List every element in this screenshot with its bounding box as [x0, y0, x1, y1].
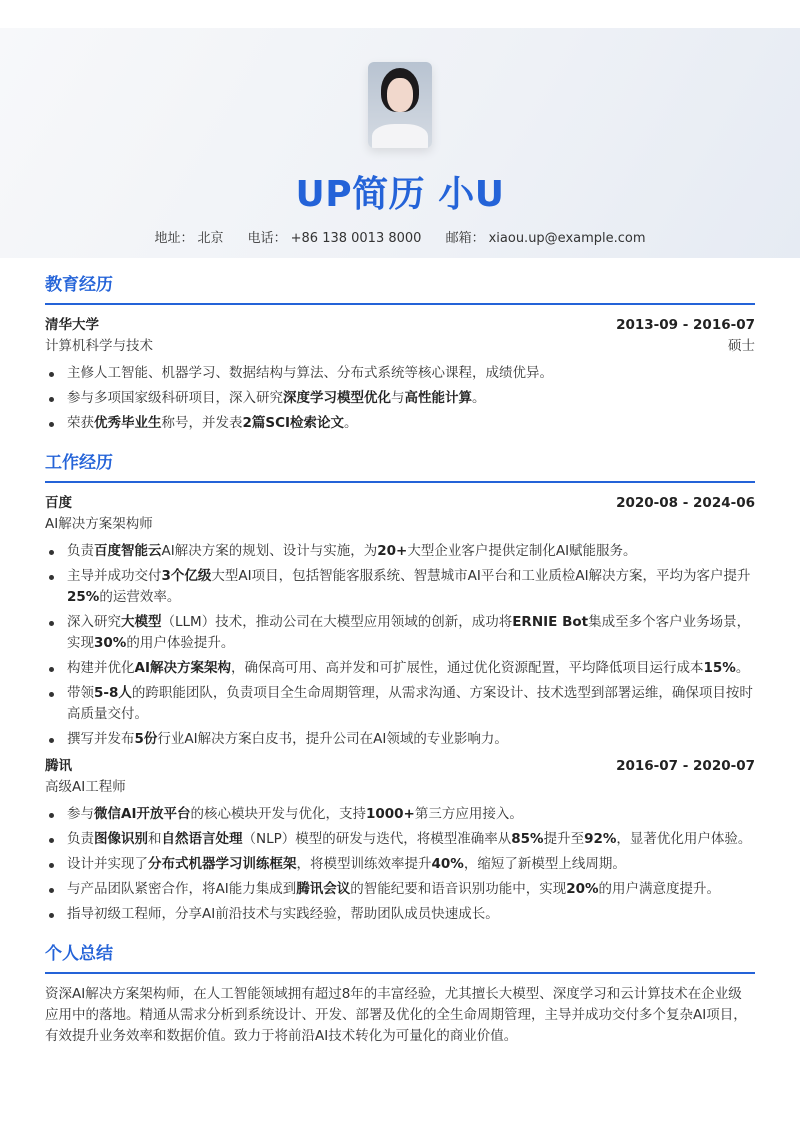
text: 撰写并发布 — [67, 731, 135, 747]
entry — [45, 493, 755, 750]
text: 参与多项国家级科研项目，深入研究 — [67, 390, 283, 406]
bullet-list — [45, 363, 755, 434]
entry — [45, 756, 755, 925]
email: 邮箱： xiaou.up@example.com — [445, 231, 646, 246]
text: 的智能纪要和语音识别功能中，实现 — [350, 881, 567, 897]
text: 提升至 — [543, 831, 585, 847]
text: （NLP）模型的研发与迭代，将模型准确率从 — [242, 831, 512, 847]
highlight-text: 大模型 — [121, 614, 162, 630]
bullet-item — [45, 829, 755, 850]
text: ，缩短了新模型上线周期。 — [463, 856, 626, 872]
text: 的用户满意度提升。 — [598, 881, 721, 897]
entry-header — [45, 493, 755, 513]
date-range: 2013-09 - 2016-07 — [616, 317, 755, 333]
highlight-text: 40% — [431, 856, 464, 872]
text: 大型企业客户提供定制化AI赋能服务。 — [407, 543, 637, 559]
text: 主修人工智能、机器学习、数据结构与算法、分布式系统等核心课程，成绩优异。 — [67, 365, 553, 381]
highlight-text: 20% — [566, 881, 599, 897]
text: 第三方应用接入。 — [414, 806, 523, 822]
highlight-text: 百度智能云 — [94, 543, 162, 559]
text: 的用户体验提升。 — [126, 635, 235, 651]
summary-text: 资深AI解决方案架构师，在人工智能领域拥有超过8年的丰富经验，尤其擅长大模型、深度学习和云计算技术在企业级应用中的落地。精通从需求分析到系统设计、开发、部署及优化的全生命周期管理，主导并成功交付多个复杂AI项目，有效提升业务效率和数据价值。致力于将前沿AI技术转化为可量化的商业价值。 — [45, 986, 747, 1044]
text: 参与 — [67, 806, 94, 822]
text: 的核心模块开发与优化，支持 — [190, 806, 366, 822]
text: 和 — [148, 831, 162, 847]
section-title: 个人总结 — [45, 939, 755, 974]
highlight-text: 1000+ — [365, 806, 415, 822]
text: 设计并实现了 — [67, 856, 148, 872]
text: 的跨职能团队，负责项目全生命周期管理，从需求沟通、方案设计、技术选型到部署运维，确保项目按时高质量交付。 — [67, 685, 753, 722]
text: 。 — [344, 415, 358, 431]
section-title: 教育经历 — [45, 270, 755, 305]
date-range: 2020-08 - 2024-06 — [616, 495, 755, 511]
highlight-text: 92% — [584, 831, 617, 847]
highlight-text: 3个亿级 — [161, 568, 212, 584]
bullet-item — [45, 804, 755, 825]
candidate-name: UP简历 小U — [295, 174, 505, 215]
section-title: 工作经历 — [45, 448, 755, 483]
text: 主导并成功交付 — [67, 568, 162, 584]
bullet-item — [45, 854, 755, 875]
work-section — [45, 448, 755, 925]
highlight-text: 高性能计算 — [404, 390, 472, 406]
highlight-text: 微信AI开放平台 — [94, 806, 191, 822]
text: 指导初级工程师，分享AI前沿技术与实践经验，帮助团队成员快速成长。 — [67, 906, 499, 922]
text: 负责 — [67, 831, 94, 847]
role: AI解决方案架构师 — [45, 516, 153, 532]
highlight-text: 5-8人 — [94, 685, 132, 701]
text: 负责 — [67, 543, 94, 559]
text: 荣获 — [67, 415, 94, 431]
highlight-text: 20+ — [377, 543, 408, 559]
entry-subheader — [45, 513, 755, 535]
highlight-text: 30% — [94, 635, 127, 651]
bullet-item — [45, 683, 755, 725]
highlight-text: AI解决方案架构 — [134, 660, 231, 676]
profile-photo — [368, 62, 432, 148]
role: 计算机科学与技术 — [45, 338, 153, 354]
highlight-text: 深度学习模型优化 — [283, 390, 391, 406]
bullet-item — [45, 413, 755, 434]
bullet-item — [45, 729, 755, 750]
text: 集成至多个客户业务场景，实现 — [67, 614, 751, 651]
text: AI解决方案的规划、设计与实施，为 — [161, 543, 378, 559]
text: 与产品团队紧密合作，将AI能力集成到 — [67, 881, 297, 897]
text: 深入研究 — [67, 614, 121, 630]
highlight-text: 图像识别 — [94, 831, 148, 847]
bullet-item — [45, 388, 755, 409]
bullet-item — [45, 658, 755, 679]
bullet-list — [45, 541, 755, 750]
degree: 硕士 — [728, 338, 755, 354]
highlight-text: 分布式机器学习训练框架 — [148, 856, 297, 872]
highlight-text: 自然语言处理 — [161, 831, 243, 847]
text: ，将模型训练效率提升 — [296, 856, 432, 872]
text: 带领 — [67, 685, 94, 701]
entry — [45, 315, 755, 434]
bullet-item — [45, 612, 755, 654]
text: ，确保高可用、高并发和可扩展性，通过优化资源配置，平均降低项目运行成本 — [230, 660, 704, 676]
contact-info — [0, 227, 800, 246]
highlight-text: ERNIE Bot — [512, 614, 589, 630]
highlight-text: 15% — [703, 660, 736, 676]
entry-header — [45, 756, 755, 776]
highlight-text: 腾讯会议 — [296, 881, 351, 897]
bullet-item — [45, 363, 755, 384]
summary-section — [45, 939, 755, 1047]
text: 的运营效率。 — [99, 589, 181, 605]
highlight-text: 2篇SCI检索论文 — [242, 415, 345, 431]
text: 大型AI项目，包括智能客服系统、智慧城市AI平台和工业质检AI解决方案，平均为客户提升 — [211, 568, 751, 584]
text: 构建并优化 — [67, 660, 135, 676]
address: 地址： 北京 — [154, 231, 224, 246]
bullet-item — [45, 879, 755, 900]
entry-subheader — [45, 335, 755, 357]
entry-subheader — [45, 776, 755, 798]
date-range: 2016-07 - 2020-07 — [616, 758, 755, 774]
organization: 腾讯 — [45, 758, 72, 774]
text: ，显著优化用户体验。 — [616, 831, 752, 847]
bullet-item — [45, 566, 755, 608]
text: （LLM）技术，推动公司在大模型应用领域的创新，成功将 — [161, 614, 513, 630]
education-section — [45, 270, 755, 434]
highlight-text: 5份 — [134, 731, 158, 747]
organization: 百度 — [45, 495, 72, 511]
text: 。 — [735, 660, 750, 676]
bullet-list — [45, 804, 755, 925]
text: 称号，并发表 — [161, 415, 243, 431]
organization: 清华大学 — [45, 317, 99, 333]
bullet-item — [45, 904, 755, 925]
highlight-text: 25% — [67, 589, 100, 605]
text: 。 — [472, 390, 486, 406]
text: 行业AI解决方案白皮书，提升公司在AI领域的专业影响力。 — [157, 731, 508, 747]
phone: 电话： +86 138 0013 8000 — [247, 231, 422, 246]
role: 高级AI工程师 — [45, 779, 126, 795]
text: 与 — [391, 390, 405, 406]
highlight-text: 85% — [511, 831, 544, 847]
highlight-text: 优秀毕业生 — [94, 415, 162, 431]
entry-header — [45, 315, 755, 335]
bullet-item — [45, 541, 755, 562]
resume-header — [0, 28, 800, 258]
